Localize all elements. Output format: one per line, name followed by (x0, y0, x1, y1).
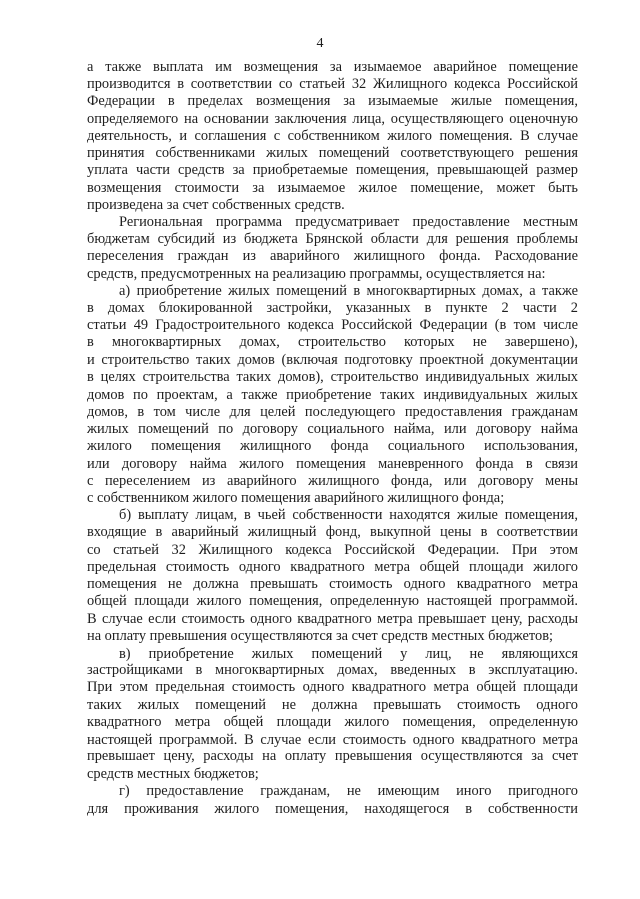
text-line: средств, предусмотренных на реализацию программы, осуществляется на: (87, 266, 546, 282)
text-line: квадратного метра общей площади жилого помещения, определенную (87, 713, 578, 730)
text-line: превышает цену, расходы на оплату превышения осуществляются за счет (87, 748, 578, 765)
text-line: бюджетам субсидий из бюджета Брянской области для решения проблемы (87, 231, 578, 248)
text-line: статьи 49 Градостроительного кодекса Российской Федерации (в том числе (87, 317, 578, 334)
text-line: жилых помещений по договору социального найма, или договору найма (87, 421, 578, 438)
text-line: с переселением из аварийного жилищного фонда, или договору мены (87, 472, 578, 489)
text-line: предельная стоимость одного квадратного метра общей площади жилого (87, 558, 578, 575)
text-line: в целях строительства таких домов), строительство индивидуальных жилых (87, 368, 578, 385)
text-line: в домах блокированной застройки, указанных в пункте 2 части 2 (87, 299, 578, 316)
text-line: В случае если стоимость одного квадратного метра превышает цену, расходы (87, 611, 578, 627)
text-line: переселения граждан из аварийного жилищного фонда. Расходование (87, 248, 578, 265)
text-line: возмещения стоимости за изымаемое жилое помещение, может быть (87, 179, 578, 196)
text-line: застройщиками в многоквартирных домах, введенных в эксплуатацию. (87, 662, 578, 679)
text-line: домов по проектам, а также приобретение таких индивидуальных жилых (87, 386, 578, 403)
text-line: определяемого на основании заключения лица, осуществляющего оценочную (87, 110, 578, 127)
text-line: для проживания жилого помещения, находящегося в собственности (87, 800, 578, 817)
text-line: домов, в том числе для целей последующего предоставления гражданам (87, 403, 578, 420)
text-line: г) предоставление гражданам, не имеющим иного пригодного (119, 783, 578, 800)
text-line: с собственником жилого помещения аварийного жилищного фонда; (87, 489, 505, 506)
text-line: в многоквартирных домах, строительство которых не завершено), (87, 334, 578, 351)
text-line: При этом предельная стоимость одного квадратного метра общей площади (87, 679, 578, 696)
text-line: а) приобретение жилых помещений в многоквартирных домах, а также (119, 282, 578, 299)
text-line: а также выплата им возмещения за изымаемое аварийное помещение (87, 58, 578, 75)
text-line: Региональная программа предусматривает предоставление местным (119, 213, 578, 230)
text-line: таких жилых помещений не должна превышать стоимость одного (87, 697, 578, 714)
text-line: средств местных бюджетов; (87, 766, 259, 783)
text-line: входящие в аварийный жилищный фонд, выкупной цены в соответствии (87, 524, 578, 541)
text-line: жилого помещения жилищного фонда социального использования, (87, 438, 578, 455)
text-line: на оплату превышения осуществляются за счет средств местных бюджетов; (87, 627, 554, 644)
text-line: уплата части средств за приобретаемые помещения, превышающей размер (87, 162, 578, 179)
text-line: или договору найма жилого помещения маневренного фонда в связи (87, 455, 578, 472)
text-line: Федерации в пределах возмещения за изымаемые жилые помещения, (87, 93, 578, 110)
text-line: б) выплату лицам, в чьей собственности находятся жилые помещения, (119, 507, 578, 524)
text-line: и строительство таких домов (включая подготовку проектной документации (87, 352, 578, 369)
text-line: со статьей 32 Жилищного кодекса Российской Федерации. При этом (87, 541, 578, 558)
page-number: 4 (316, 36, 324, 51)
text-line: помещения не должна превышать стоимость одного квадратного метра (87, 576, 578, 593)
text-line: в) приобретение жилых помещений у лиц, не являющихся (119, 645, 578, 662)
text-line: производится в соответствии со статьей 32 Жилищного кодекса Российской (87, 76, 578, 93)
text-line: настоящей программой. В случае если стоимость одного квадратного метра (87, 731, 578, 748)
text-line: произведена за счет собственных средств. (87, 196, 345, 213)
text-line: общей площади жилого помещения, определенную настоящей программой. (87, 593, 578, 610)
text-line: принятия собственниками жилых помещений соответствующего решения (87, 145, 578, 162)
text-line: деятельность, и соглашения с собственником жилого помещения. В случае (87, 127, 578, 144)
